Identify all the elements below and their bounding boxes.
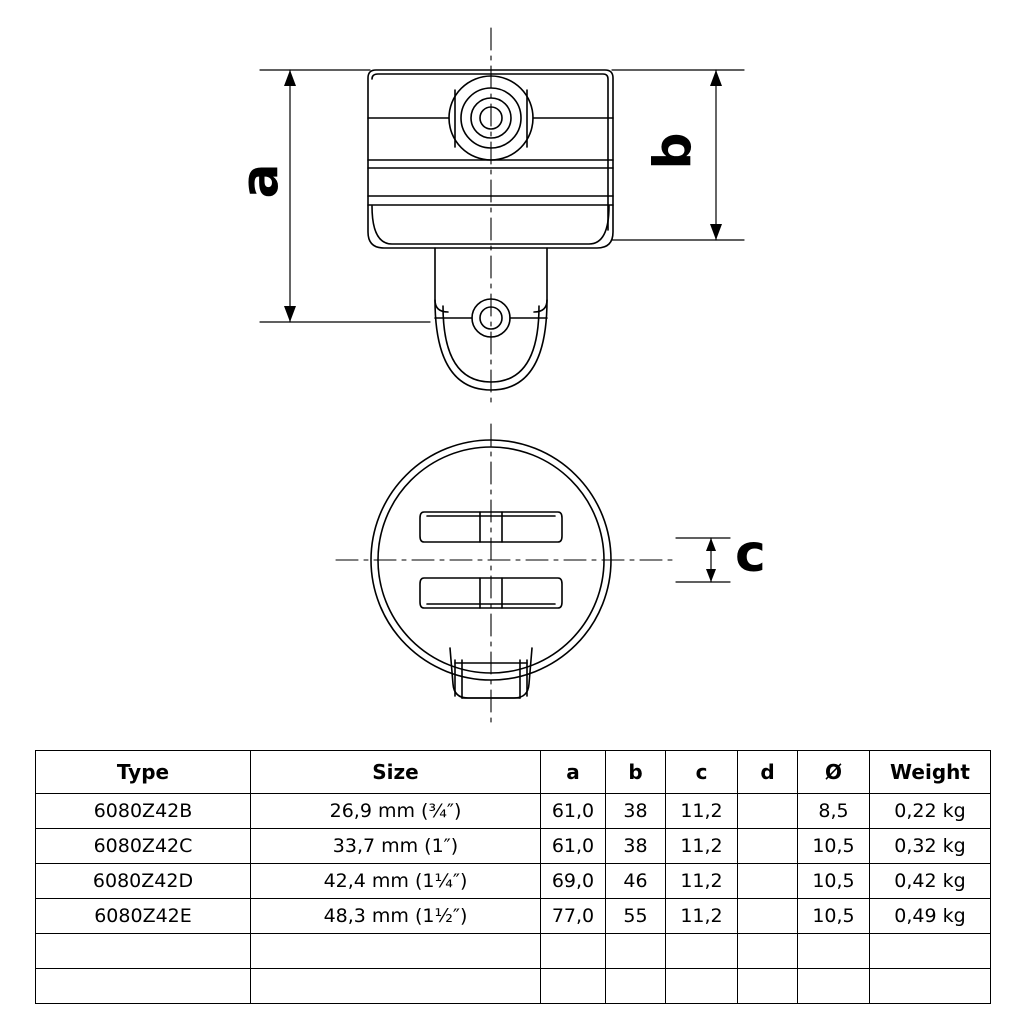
cell-b: 46 xyxy=(606,864,666,899)
specification-table xyxy=(35,750,991,1004)
cell-d xyxy=(738,829,798,864)
cell-empty xyxy=(870,934,991,969)
header-diameter: Ø xyxy=(798,751,870,794)
cell-empty xyxy=(36,969,251,1004)
cell-c: 11,2 xyxy=(666,794,738,829)
cell-diameter: 10,5 xyxy=(798,829,870,864)
cell-size: 42,4 mm (1¼″) xyxy=(251,864,541,899)
cell-empty xyxy=(541,934,606,969)
cell-empty xyxy=(870,969,991,1004)
cell-weight: 0,22 kg xyxy=(870,794,991,829)
header-weight: Weight xyxy=(870,751,991,794)
cell-b: 38 xyxy=(606,829,666,864)
cell-weight: 0,42 kg xyxy=(870,864,991,899)
cell-b: 38 xyxy=(606,794,666,829)
header-b: b xyxy=(606,751,666,794)
cell-empty xyxy=(251,969,541,1004)
dimension-label-a: a xyxy=(230,163,291,199)
table-row xyxy=(36,864,991,899)
cell-size: 48,3 mm (1½″) xyxy=(251,899,541,934)
cell-c: 11,2 xyxy=(666,864,738,899)
header-d: d xyxy=(738,751,798,794)
table-row xyxy=(36,829,991,864)
header-c: c xyxy=(666,751,738,794)
cell-a: 77,0 xyxy=(541,899,606,934)
cell-type: 6080Z42E xyxy=(36,899,251,934)
cell-c: 11,2 xyxy=(666,829,738,864)
cell-empty xyxy=(606,934,666,969)
cell-diameter: 10,5 xyxy=(798,864,870,899)
cell-d xyxy=(738,864,798,899)
cell-type: 6080Z42B xyxy=(36,794,251,829)
table-row-empty xyxy=(36,969,991,1004)
cell-a: 61,0 xyxy=(541,794,606,829)
cell-d xyxy=(738,899,798,934)
cell-empty xyxy=(666,934,738,969)
cell-empty xyxy=(541,969,606,1004)
cell-empty xyxy=(738,934,798,969)
table-row xyxy=(36,899,991,934)
cell-empty xyxy=(666,969,738,1004)
cell-empty xyxy=(798,934,870,969)
cell-c: 11,2 xyxy=(666,899,738,934)
cell-a: 69,0 xyxy=(541,864,606,899)
cell-weight: 0,49 kg xyxy=(870,899,991,934)
cell-empty xyxy=(36,934,251,969)
cell-weight: 0,32 kg xyxy=(870,829,991,864)
cell-size: 26,9 mm (¾″) xyxy=(251,794,541,829)
cell-a: 61,0 xyxy=(541,829,606,864)
cell-diameter: 8,5 xyxy=(798,794,870,829)
header-type: Type xyxy=(36,751,251,794)
cell-empty xyxy=(606,969,666,1004)
dimension-label-c: c xyxy=(735,524,766,584)
header-a: a xyxy=(541,751,606,794)
cell-type: 6080Z42D xyxy=(36,864,251,899)
dimension-label-b: b xyxy=(643,132,704,170)
dimension-c xyxy=(676,538,730,582)
cell-empty xyxy=(738,969,798,1004)
cell-empty xyxy=(251,934,541,969)
cell-diameter: 10,5 xyxy=(798,899,870,934)
table-row-empty xyxy=(36,934,991,969)
cell-b: 55 xyxy=(606,899,666,934)
table-header-row xyxy=(36,751,991,794)
specification-table-wrap xyxy=(35,750,990,1004)
cell-empty xyxy=(798,969,870,1004)
header-size: Size xyxy=(251,751,541,794)
cell-d xyxy=(738,794,798,829)
cell-type: 6080Z42C xyxy=(36,829,251,864)
table-row xyxy=(36,794,991,829)
cell-size: 33,7 mm (1″) xyxy=(251,829,541,864)
